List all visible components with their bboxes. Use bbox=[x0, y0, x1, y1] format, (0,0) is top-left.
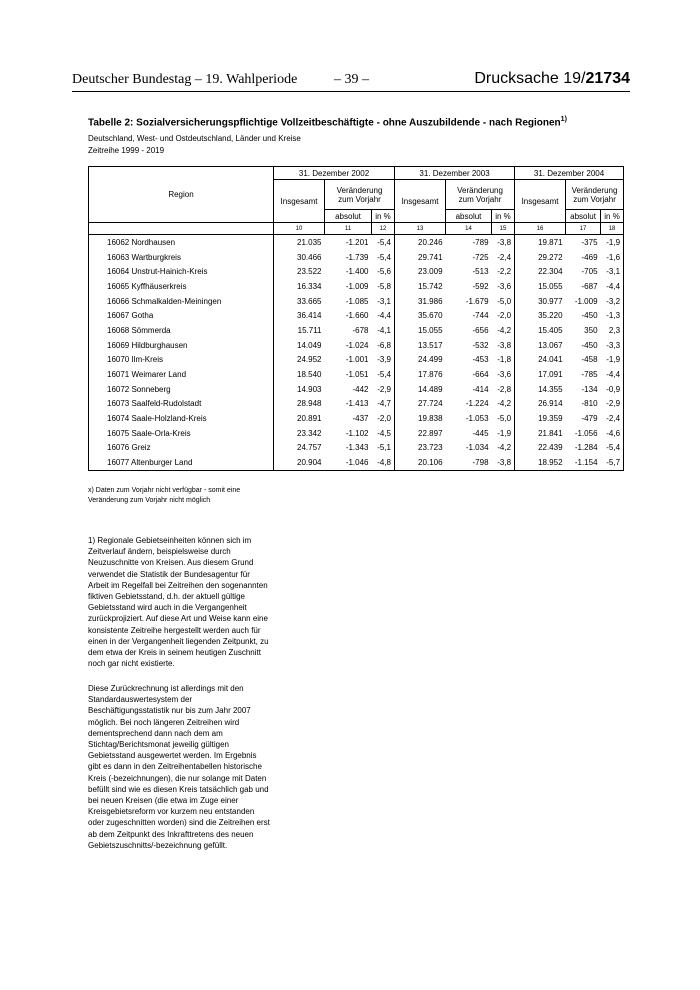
table-row bbox=[89, 279, 624, 294]
value-cell-insgesamt-2003: 27.724 bbox=[395, 397, 446, 412]
region-name-cell: 16073 Saalfeld-Rudolstadt bbox=[89, 397, 274, 412]
value-cell-insgesamt-2003: 24.499 bbox=[395, 353, 446, 368]
value-cell-absolut-2003: -789 bbox=[472, 237, 489, 247]
value-cell-insgesamt-2003: 19.838 bbox=[395, 411, 446, 426]
value-cell-insgesamt-2003: 35.670 bbox=[395, 308, 446, 323]
table-row bbox=[89, 250, 624, 265]
region-name-cell: 16064 Unstrut-Hainich-Kreis bbox=[89, 264, 274, 279]
value-cell-insgesamt-2002: 20.904 bbox=[274, 455, 325, 470]
value-cell-percent-2004: 2,3 bbox=[601, 323, 624, 338]
value-cell-insgesamt-2003: 23.009 bbox=[395, 264, 446, 279]
column-number: 10 bbox=[274, 223, 325, 235]
value-cell-percent-2002: -4,1 bbox=[377, 325, 392, 335]
value-cell-absolut-2002: -1.739 bbox=[345, 252, 369, 262]
region-name-cell: 16062 Nordhausen bbox=[89, 235, 274, 250]
value-cell-percent-2002: -3,9 bbox=[377, 355, 392, 365]
value-cell-absolut-2004: -810 bbox=[581, 399, 598, 409]
footnote-1-continued-text: Diese Zurückrechnung ist allerdings mit den Standardauswertesystem der Beschäftigungsstatistik nur bis zum Jahr 2007 möglich. Bei noch längeren Zeitreihen wird dementsprechend dann nach dem am Stichtag/Berichtsmonat jeweilig gültigen Gebietsstand ausgewertet werden. Im Ergebnis gibt es dann in den Zeitreihentabellen historische Kreis (-bezeichnungen), die nur solange mit Daten befüllt sind wie es diesen Kreis tatsächlich gab und bei neuen Kreisen (die etwa im Zuge einer Kreisgebietsreform vor kurzem neu entstanden oder zugeschnitten worden) sind die Zeitreihen erst ab dem Zeitpunkt des Inkrafttretens des neuen Gebietszuschnitts/-bezeichnung gefüllt. bbox=[88, 684, 270, 850]
value-cell-insgesamt-2002: 14.049 bbox=[274, 338, 325, 353]
drucksache-number: 21734 bbox=[585, 70, 630, 87]
column-number: 11 bbox=[325, 223, 372, 235]
value-cell-insgesamt-2002: 20.891 bbox=[274, 411, 325, 426]
table-title-text: Tabelle 2: Sozialversicherungspflichtige Vollzeitbeschäftigte - ohne Auszubildende - nach Regionen bbox=[88, 117, 561, 129]
value-cell-absolut-2003: -725 bbox=[472, 252, 489, 262]
value-cell-absolut-2003: -414 bbox=[472, 384, 489, 394]
table-row bbox=[89, 426, 624, 441]
table-row bbox=[89, 323, 624, 338]
value-cell-percent-2002: -5,4 bbox=[377, 370, 392, 380]
value-cell-absolut-2002: -1.201 bbox=[345, 237, 369, 247]
value-cell-absolut-2004: -375 bbox=[581, 237, 598, 247]
value-cell-absolut-2004: -458 bbox=[581, 355, 598, 365]
value-cell-insgesamt-2004: 22.304 bbox=[515, 264, 566, 279]
value-cell-absolut-2003: -1.034 bbox=[465, 443, 489, 453]
value-cell-insgesamt-2002: 30.466 bbox=[274, 250, 325, 265]
value-cell-percent-2004: -1,3 bbox=[601, 308, 624, 323]
region-name-cell: 16074 Saale-Holzland-Kreis bbox=[89, 411, 274, 426]
table-row bbox=[89, 455, 624, 470]
value-cell-percent-2004: -5,7 bbox=[601, 455, 624, 470]
value-cell-insgesamt-2002: 28.948 bbox=[274, 397, 325, 412]
column-number: 15 bbox=[492, 223, 515, 235]
value-cell-absolut-2003: -656 bbox=[472, 325, 489, 335]
region-name-cell: 16065 Kyffhäuserkreis bbox=[89, 279, 274, 294]
value-cell-percent-2004: -1,9 bbox=[601, 353, 624, 368]
value-cell-percent-2003: -3,6 bbox=[497, 370, 512, 380]
value-cell-percent-2003: -1,8 bbox=[497, 355, 512, 365]
value-cell-absolut-2004: -1.009 bbox=[574, 296, 598, 306]
drucksache-label bbox=[474, 70, 630, 88]
value-cell-percent-2003: -4,2 bbox=[497, 443, 512, 453]
absolut-header: absolut bbox=[566, 210, 601, 223]
value-cell-percent-2002: -4,5 bbox=[377, 428, 392, 438]
value-cell-insgesamt-2004: 15.055 bbox=[515, 279, 566, 294]
value-cell-insgesamt-2002: 14.903 bbox=[274, 382, 325, 397]
title-footnote-ref: 1) bbox=[560, 116, 567, 123]
value-cell-percent-2003: -4,2 bbox=[497, 325, 512, 335]
value-cell-percent-2002: -5,6 bbox=[377, 267, 392, 277]
value-cell-insgesamt-2002: 18.540 bbox=[274, 367, 325, 382]
column-number: 17 bbox=[566, 223, 601, 235]
region-name-cell: 16075 Saale-Orla-Kreis bbox=[89, 426, 274, 441]
value-cell-percent-2004: -4,4 bbox=[601, 367, 624, 382]
percent-header: in % bbox=[601, 210, 624, 223]
value-cell-absolut-2004: -479 bbox=[581, 414, 598, 424]
table-row bbox=[89, 367, 624, 382]
table-row bbox=[89, 411, 624, 426]
table-body bbox=[89, 235, 624, 471]
footnote-x: x) Daten zum Vorjahr nicht verfügbar - somit eine Veränderung zum Vorjahr nicht möglich bbox=[88, 487, 241, 504]
region-name-cell: 16071 Weimarer Land bbox=[89, 367, 274, 382]
value-cell-percent-2002: -2,0 bbox=[377, 414, 392, 424]
value-cell-insgesamt-2004: 29.272 bbox=[515, 250, 566, 265]
value-cell-percent-2003: -4,2 bbox=[497, 399, 512, 409]
value-cell-absolut-2002: -1.009 bbox=[345, 281, 369, 291]
value-cell-absolut-2002: -1.400 bbox=[345, 267, 369, 277]
value-cell-insgesamt-2002: 23.342 bbox=[274, 426, 325, 441]
value-cell-percent-2004: -4,6 bbox=[601, 426, 624, 441]
value-cell-insgesamt-2004: 35.220 bbox=[515, 308, 566, 323]
value-cell-percent-2002: -5,8 bbox=[377, 281, 392, 291]
value-cell-absolut-2002: -678 bbox=[352, 325, 369, 335]
value-cell-absolut-2004: -785 bbox=[581, 370, 598, 380]
date-header-2002: 31. Dezember 2002 bbox=[274, 167, 395, 180]
value-cell-percent-2003: -2,8 bbox=[497, 384, 512, 394]
region-name-cell: 16070 Ilm-Kreis bbox=[89, 353, 274, 368]
value-cell-absolut-2003: -744 bbox=[472, 311, 489, 321]
table-row bbox=[89, 294, 624, 309]
value-cell-absolut-2002: -1.051 bbox=[345, 370, 369, 380]
insgesamt-header: Insgesamt bbox=[515, 180, 566, 223]
value-cell-absolut-2002: -1.102 bbox=[345, 428, 369, 438]
colnum-blank bbox=[89, 223, 274, 235]
drucksache-number-prefix: 19/ bbox=[563, 70, 586, 87]
table-subtitle-period: Zeitreihe 1999 - 2019 bbox=[88, 146, 165, 155]
percent-header: in % bbox=[492, 210, 515, 223]
value-cell-percent-2003: -2,0 bbox=[497, 311, 512, 321]
value-cell-percent-2004: -0,9 bbox=[601, 382, 624, 397]
value-cell-absolut-2003: -592 bbox=[472, 281, 489, 291]
value-cell-absolut-2003: -453 bbox=[472, 355, 489, 365]
footnote-1-text: 1) Regionale Gebietseinheiten können sich im Zeitverlauf ändern, beispielsweise durch Neuzuschnitte von Kreisen. Aus diesem Grund verwendet die Statistik der Bundesagentur für Arbeit im Regelfall bei Zeitreihen den sogenannten fiktiven Gebietsstand, d.h. der aktuell gültige Gebietsstand wird auch in die Vergangenheit zurückprojiziert. Auf diese Art und Weise kann eine konsistente Zeitreihe hergestellt werden auch für einen in der Vergangenheit liegenden Zeitpunkt, zu dem etwa der Kreis in seinem heutigen Zuschnitt noch gar nicht existierte. bbox=[88, 536, 269, 669]
value-cell-percent-2003: -1,9 bbox=[497, 428, 512, 438]
value-cell-absolut-2003: -532 bbox=[472, 340, 489, 350]
value-cell-insgesamt-2002: 36.414 bbox=[274, 308, 325, 323]
insgesamt-header: Insgesamt bbox=[395, 180, 446, 223]
drucksache-word: Drucksache bbox=[474, 70, 559, 87]
value-cell-insgesamt-2002: 24.757 bbox=[274, 441, 325, 456]
header-rule bbox=[72, 91, 630, 92]
column-number: 18 bbox=[601, 223, 624, 235]
value-cell-absolut-2002: -1.024 bbox=[345, 340, 369, 350]
value-cell-percent-2002: -5,4 bbox=[377, 252, 392, 262]
date-header-2003: 31. Dezember 2003 bbox=[395, 167, 515, 180]
value-cell-percent-2004: -3,3 bbox=[601, 338, 624, 353]
veraenderung-header: Veränderung zum Vorjahr bbox=[325, 180, 395, 210]
value-cell-absolut-2002: -1.046 bbox=[325, 455, 372, 470]
date-header-2004: 31. Dezember 2004 bbox=[515, 167, 624, 180]
value-cell-percent-2003: -3,8 bbox=[497, 340, 512, 350]
value-cell-percent-2003: -3,8 bbox=[492, 455, 515, 470]
region-header: Region bbox=[89, 167, 274, 223]
value-cell-percent-2003: -5,0 bbox=[497, 414, 512, 424]
value-cell-absolut-2004: -687 bbox=[581, 281, 598, 291]
value-cell-absolut-2002: -1.413 bbox=[345, 399, 369, 409]
value-cell-percent-2003: -3,8 bbox=[497, 237, 512, 247]
value-cell-absolut-2002: -442 bbox=[352, 384, 369, 394]
value-cell-percent-2004: -1,6 bbox=[601, 250, 624, 265]
value-cell-insgesamt-2004: 19.871 bbox=[515, 235, 566, 250]
value-cell-insgesamt-2004: 17.091 bbox=[515, 367, 566, 382]
value-cell-percent-2004: -2,9 bbox=[601, 397, 624, 412]
value-cell-insgesamt-2004: 30.977 bbox=[515, 294, 566, 309]
value-cell-percent-2002: -4,8 bbox=[372, 455, 395, 470]
veraenderung-header: Veränderung zum Vorjahr bbox=[446, 180, 515, 210]
value-cell-insgesamt-2003: 17.876 bbox=[395, 367, 446, 382]
value-cell-absolut-2003: -1.679 bbox=[465, 296, 489, 306]
value-cell-percent-2002: -4,7 bbox=[377, 399, 392, 409]
value-cell-insgesamt-2002: 24.952 bbox=[274, 353, 325, 368]
table-row bbox=[89, 397, 624, 412]
region-name-cell: 16068 Sömmerda bbox=[89, 323, 274, 338]
region-name-cell: 16069 Hildburghausen bbox=[89, 338, 274, 353]
region-name-cell: 16077 Altenburger Land bbox=[89, 455, 274, 470]
value-cell-percent-2002: -6,8 bbox=[377, 340, 392, 350]
value-cell-insgesamt-2003: 20.246 bbox=[395, 235, 446, 250]
region-name-cell: 16072 Sonneberg bbox=[89, 382, 274, 397]
value-cell-absolut-2004: -705 bbox=[581, 267, 598, 277]
value-cell-percent-2003: -2,4 bbox=[497, 252, 512, 262]
absolut-header: absolut bbox=[325, 210, 372, 223]
column-number: 14 bbox=[446, 223, 492, 235]
value-cell-absolut-2004: -1.154 bbox=[566, 455, 601, 470]
value-cell-insgesamt-2004: 18.952 bbox=[515, 455, 566, 470]
value-cell-absolut-2002: -1.085 bbox=[345, 296, 369, 306]
value-cell-insgesamt-2004: 19.359 bbox=[515, 411, 566, 426]
value-cell-insgesamt-2003: 22.897 bbox=[395, 426, 446, 441]
value-cell-percent-2004: -1,9 bbox=[601, 235, 624, 250]
region-name-cell: 16067 Gotha bbox=[89, 308, 274, 323]
value-cell-insgesamt-2002: 33.665 bbox=[274, 294, 325, 309]
value-cell-absolut-2004: 350 bbox=[584, 325, 598, 335]
footnote-1 bbox=[88, 535, 270, 669]
value-cell-insgesamt-2004: 14.355 bbox=[515, 382, 566, 397]
value-cell-insgesamt-2003: 29.741 bbox=[395, 250, 446, 265]
column-number: 13 bbox=[395, 223, 446, 235]
value-cell-absolut-2002: -1.660 bbox=[345, 311, 369, 321]
value-cell-insgesamt-2004: 22.439 bbox=[515, 441, 566, 456]
absolut-header: absolut bbox=[446, 210, 492, 223]
value-cell-insgesamt-2003: 13.517 bbox=[395, 338, 446, 353]
value-cell-absolut-2003: -1.224 bbox=[465, 399, 489, 409]
value-cell-absolut-2003: -513 bbox=[472, 267, 489, 277]
value-cell-insgesamt-2004: 24.041 bbox=[515, 353, 566, 368]
value-cell-insgesamt-2003: 15.055 bbox=[395, 323, 446, 338]
region-name-cell: 16066 Schmalkalden-Meiningen bbox=[89, 294, 274, 309]
table-row bbox=[89, 235, 624, 250]
value-cell-percent-2003: -3,6 bbox=[497, 281, 512, 291]
value-cell-insgesamt-2004: 13.067 bbox=[515, 338, 566, 353]
value-cell-insgesamt-2004: 21.841 bbox=[515, 426, 566, 441]
value-cell-absolut-2002: -1.001 bbox=[345, 355, 369, 365]
value-cell-percent-2004: -3,2 bbox=[601, 294, 624, 309]
value-cell-insgesamt-2002: 21.035 bbox=[274, 235, 325, 250]
table-subtitle-region: Deutschland, West- und Ostdeutschland, Länder und Kreise bbox=[88, 134, 301, 143]
value-cell-absolut-2004: -450 bbox=[581, 311, 598, 321]
value-cell-insgesamt-2004: 15.405 bbox=[515, 323, 566, 338]
value-cell-percent-2004: -2,4 bbox=[601, 411, 624, 426]
value-cell-percent-2004: -4,4 bbox=[601, 279, 624, 294]
value-cell-absolut-2002: -1.343 bbox=[345, 443, 369, 453]
footnote-1-continued bbox=[88, 683, 270, 851]
table-title bbox=[88, 116, 567, 128]
value-cell-insgesamt-2003: 15.742 bbox=[395, 279, 446, 294]
value-cell-absolut-2004: -1.056 bbox=[574, 428, 598, 438]
value-cell-percent-2003: -2,2 bbox=[497, 267, 512, 277]
publication-name: Deutscher Bundestag – 19. Wahlperiode bbox=[72, 72, 298, 87]
page-number: – 39 – bbox=[334, 72, 369, 87]
value-cell-insgesamt-2002: 16.334 bbox=[274, 279, 325, 294]
value-cell-insgesamt-2002: 23.522 bbox=[274, 264, 325, 279]
value-cell-insgesamt-2003: 14.489 bbox=[395, 382, 446, 397]
table-row bbox=[89, 338, 624, 353]
table-row bbox=[89, 264, 624, 279]
value-cell-absolut-2003: -798 bbox=[446, 455, 492, 470]
value-cell-percent-2002: -2,9 bbox=[377, 384, 392, 394]
insgesamt-header: Insgesamt bbox=[274, 180, 325, 223]
data-table bbox=[88, 166, 624, 471]
value-cell-absolut-2004: -469 bbox=[581, 252, 598, 262]
column-number: 12 bbox=[372, 223, 395, 235]
value-cell-insgesamt-2003: 31.986 bbox=[395, 294, 446, 309]
value-cell-percent-2004: -3,1 bbox=[601, 264, 624, 279]
value-cell-percent-2002: -5,4 bbox=[377, 237, 392, 247]
value-cell-absolut-2004: -1.284 bbox=[574, 443, 598, 453]
value-cell-insgesamt-2003: 23.723 bbox=[395, 441, 446, 456]
value-cell-insgesamt-2002: 15.711 bbox=[274, 323, 325, 338]
region-name-cell: 16063 Wartburgkreis bbox=[89, 250, 274, 265]
percent-header: in % bbox=[372, 210, 395, 223]
value-cell-percent-2004: -5,4 bbox=[601, 441, 624, 456]
value-cell-absolut-2002: -437 bbox=[352, 414, 369, 424]
value-cell-absolut-2003: -1.053 bbox=[465, 414, 489, 424]
value-cell-percent-2002: -3,1 bbox=[377, 296, 392, 306]
value-cell-percent-2002: -5,1 bbox=[377, 443, 392, 453]
table-row bbox=[89, 382, 624, 397]
value-cell-absolut-2004: -134 bbox=[581, 384, 598, 394]
table-row bbox=[89, 353, 624, 368]
value-cell-absolut-2004: -450 bbox=[581, 340, 598, 350]
value-cell-percent-2003: -5,0 bbox=[497, 296, 512, 306]
region-name-cell: 16076 Greiz bbox=[89, 441, 274, 456]
value-cell-insgesamt-2003: 20.106 bbox=[395, 455, 446, 470]
value-cell-absolut-2003: -445 bbox=[472, 428, 489, 438]
table-row bbox=[89, 441, 624, 456]
table-row bbox=[89, 308, 624, 323]
value-cell-percent-2002: -4,4 bbox=[377, 311, 392, 321]
veraenderung-header: Veränderung zum Vorjahr bbox=[566, 180, 624, 210]
value-cell-absolut-2003: -664 bbox=[472, 370, 489, 380]
column-number: 16 bbox=[515, 223, 566, 235]
value-cell-insgesamt-2004: 26.914 bbox=[515, 397, 566, 412]
